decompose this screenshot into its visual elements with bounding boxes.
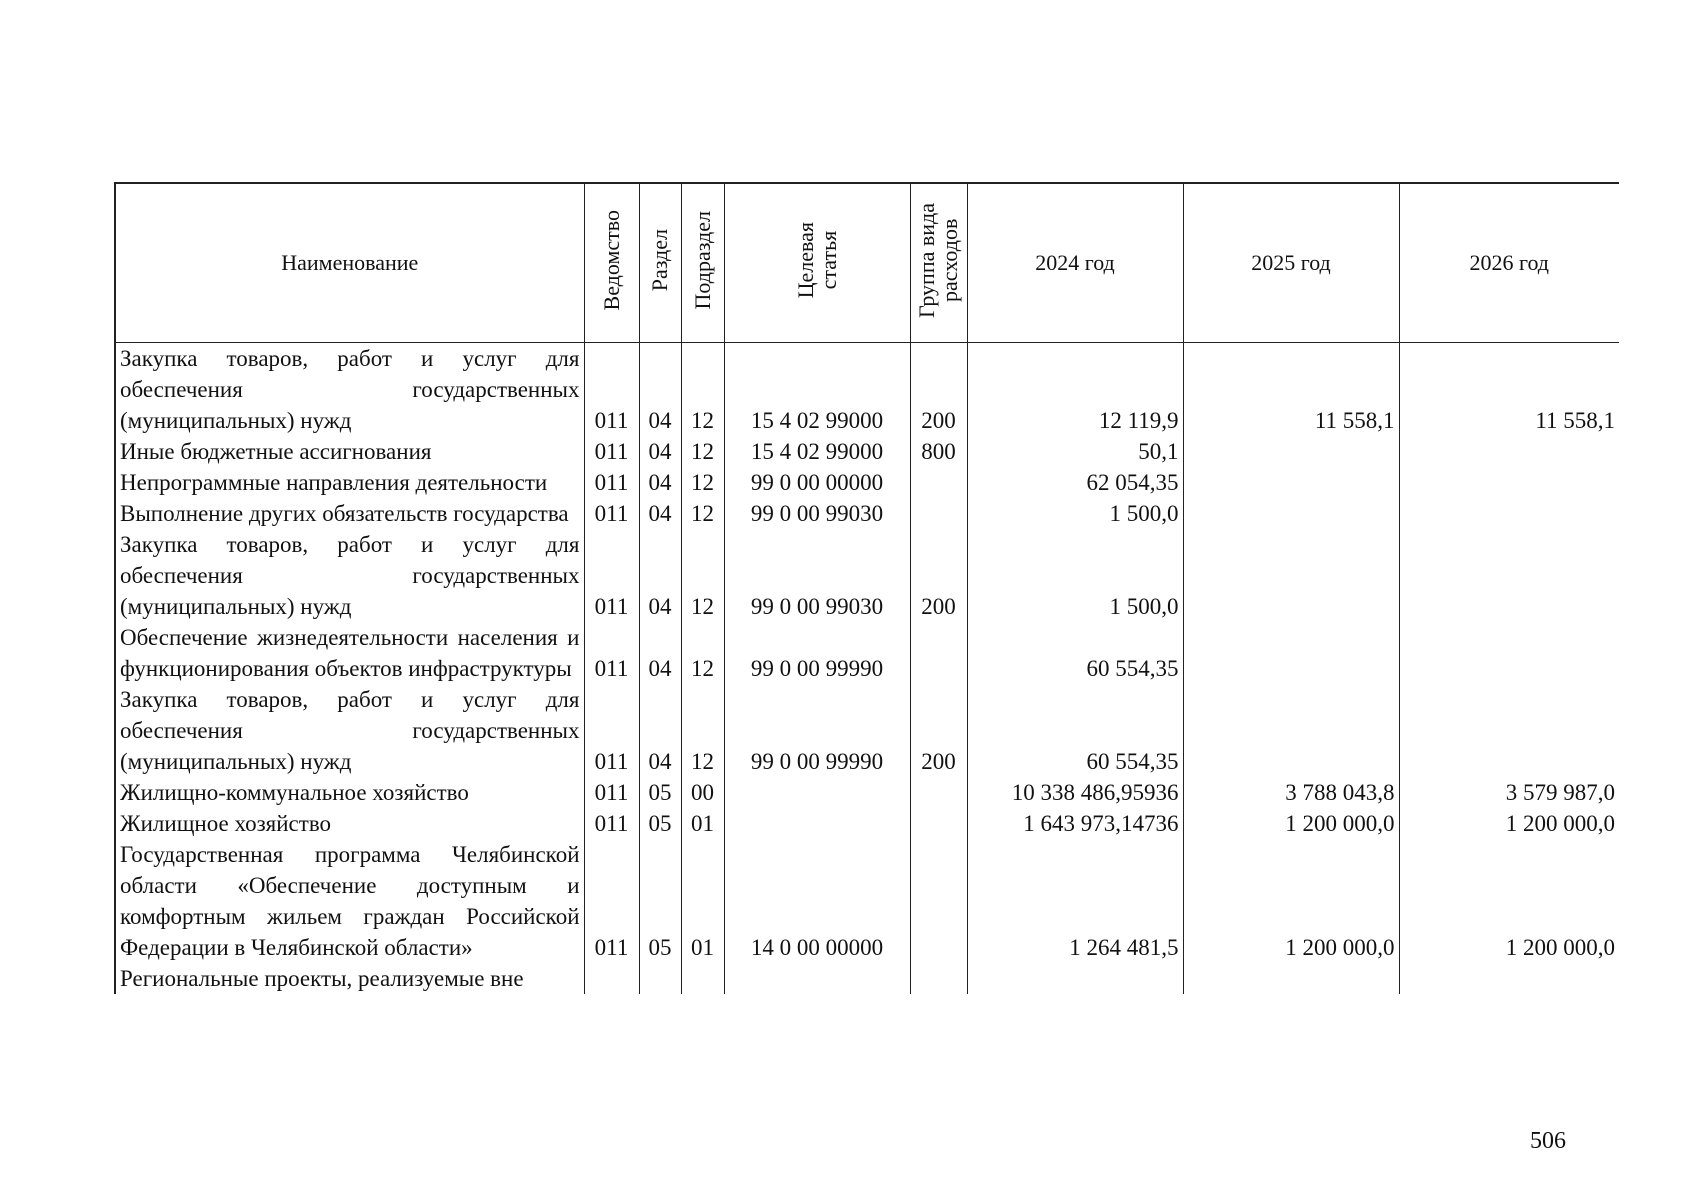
table-row (115, 808, 1619, 839)
cell-name: Государственная программа Челябинской области «Обеспечение доступным и комфортным жильем граждан Российской Федерации в Челябинской области» (115, 839, 584, 963)
cell-razdel: 04 (639, 529, 681, 622)
table-row (115, 436, 1619, 467)
budget-table-container (114, 182, 1619, 1108)
cell-2025: 3 788 043,8 (1183, 777, 1399, 808)
cell-celevaya-statya: 99 0 00 99030 (724, 498, 910, 529)
cell-razdel: 04 (639, 684, 681, 777)
cell-2025: 1 200 000,0 (1183, 808, 1399, 839)
cell-razdel (639, 963, 681, 994)
cell-vid-rashodov (910, 467, 967, 498)
cell-name: Жилищное хозяйство (115, 808, 584, 839)
cell-vedomstvo (584, 963, 639, 994)
cell-celevaya-statya: 99 0 00 99030 (724, 529, 910, 622)
cell-2025: 1 200 000,0 (1183, 839, 1399, 963)
table-row (115, 777, 1619, 808)
cell-celevaya-statya: 15 4 02 99000 (724, 436, 910, 467)
cell-2026: 1 200 000,0 (1399, 839, 1619, 963)
header-year-2026: 2026 год (1399, 183, 1619, 343)
cell-vid-rashodov: 800 (910, 436, 967, 467)
cell-2026 (1399, 684, 1619, 777)
cell-podrazdel: 12 (681, 498, 724, 529)
cell-vedomstvo: 011 (584, 622, 639, 684)
cell-vedomstvo: 011 (584, 839, 639, 963)
cell-celevaya-statya (724, 777, 910, 808)
table-row (115, 467, 1619, 498)
cell-podrazdel: 00 (681, 777, 724, 808)
cell-vid-rashodov: 200 (910, 529, 967, 622)
cell-name: Выполнение других обязательств государства (115, 498, 584, 529)
cell-name: Иные бюджетные ассигнования (115, 436, 584, 467)
cell-2024: 12 119,9 (967, 343, 1183, 437)
cell-2025 (1183, 436, 1399, 467)
cell-vid-rashodov (910, 622, 967, 684)
cell-celevaya-statya: 99 0 00 99990 (724, 622, 910, 684)
cell-vedomstvo: 011 (584, 467, 639, 498)
cell-2026 (1399, 529, 1619, 622)
cell-2026 (1399, 498, 1619, 529)
table-header-row (115, 183, 1619, 343)
cell-vedomstvo: 011 (584, 343, 639, 437)
cell-razdel: 05 (639, 808, 681, 839)
header-podrazdel: Подраздел (681, 183, 724, 343)
cell-2024 (967, 963, 1183, 994)
header-name: Наименование (115, 183, 584, 343)
cell-2025 (1183, 963, 1399, 994)
cell-podrazdel (681, 963, 724, 994)
cell-2026 (1399, 436, 1619, 467)
cell-razdel: 05 (639, 839, 681, 963)
cell-podrazdel: 12 (681, 684, 724, 777)
cell-2024: 1 643 973,14736 (967, 808, 1183, 839)
cell-2026 (1399, 467, 1619, 498)
cell-2025 (1183, 684, 1399, 777)
cell-podrazdel: 01 (681, 808, 724, 839)
cell-2026: 11 558,1 (1399, 343, 1619, 437)
cell-celevaya-statya (724, 808, 910, 839)
cell-2024: 1 500,0 (967, 498, 1183, 529)
cell-2025: 11 558,1 (1183, 343, 1399, 437)
cell-name: Жилищно-коммунальное хозяйство (115, 777, 584, 808)
cell-2026 (1399, 963, 1619, 994)
cell-2024: 1 264 481,5 (967, 839, 1183, 963)
cell-celevaya-statya: 14 0 00 00000 (724, 839, 910, 963)
cell-razdel: 04 (639, 622, 681, 684)
cell-vid-rashodov (910, 777, 967, 808)
cell-podrazdel: 12 (681, 529, 724, 622)
cell-razdel: 04 (639, 436, 681, 467)
cell-vedomstvo: 011 (584, 498, 639, 529)
cell-razdel: 04 (639, 498, 681, 529)
cell-celevaya-statya (724, 963, 910, 994)
cell-2024: 60 554,35 (967, 622, 1183, 684)
cell-2025 (1183, 498, 1399, 529)
header-year-2025: 2025 год (1183, 183, 1399, 343)
header-razdel: Раздел (639, 183, 681, 343)
cell-vid-rashodov (910, 808, 967, 839)
cell-celevaya-statya: 99 0 00 99990 (724, 684, 910, 777)
header-gruppa-vida-rashodov: Группа вида расходов (910, 183, 967, 343)
header-celevaya-statya: Целевая статья (724, 183, 910, 343)
cell-2024: 10 338 486,95936 (967, 777, 1183, 808)
table-body (115, 343, 1619, 995)
table-row (115, 622, 1619, 684)
cell-2025 (1183, 467, 1399, 498)
header-vedomstvo: Ведомство (584, 183, 639, 343)
cell-vedomstvo: 011 (584, 684, 639, 777)
page-number: 506 (1530, 1128, 1566, 1154)
table-row (115, 498, 1619, 529)
cell-vid-rashodov (910, 839, 967, 963)
cell-name: Обеспечение жизнедеятельности населения и функционирования объектов инфраструктуры (115, 622, 584, 684)
cell-vid-rashodov: 200 (910, 343, 967, 437)
cell-vedomstvo: 011 (584, 436, 639, 467)
table-row (115, 343, 1619, 437)
cell-2025 (1183, 529, 1399, 622)
cell-vid-rashodov: 200 (910, 684, 967, 777)
cell-vedomstvo: 011 (584, 808, 639, 839)
cell-2026: 1 200 000,0 (1399, 808, 1619, 839)
cell-2024: 62 054,35 (967, 467, 1183, 498)
cell-name: Непрограммные направления деятельности (115, 467, 584, 498)
cell-vedomstvo: 011 (584, 777, 639, 808)
cell-2025 (1183, 622, 1399, 684)
cell-razdel: 04 (639, 467, 681, 498)
cell-name: Региональные проекты, реализуемые вне (115, 963, 584, 994)
header-year-2024: 2024 год (967, 183, 1183, 343)
cell-razdel: 05 (639, 777, 681, 808)
cell-name: Закупка товаров, работ и услуг для обеспечения государственных (муниципальных) нужд (115, 529, 584, 622)
cell-name: Закупка товаров, работ и услуг для обеспечения государственных (муниципальных) нужд (115, 684, 584, 777)
table-row (115, 684, 1619, 777)
cell-vid-rashodov (910, 963, 967, 994)
cell-podrazdel: 12 (681, 343, 724, 437)
cell-2024: 1 500,0 (967, 529, 1183, 622)
cell-podrazdel: 12 (681, 467, 724, 498)
cell-vid-rashodov (910, 498, 967, 529)
table-row (115, 529, 1619, 622)
cell-podrazdel: 01 (681, 839, 724, 963)
budget-table (114, 182, 1619, 994)
cell-vedomstvo: 011 (584, 529, 639, 622)
cell-celevaya-statya: 99 0 00 00000 (724, 467, 910, 498)
cell-razdel: 04 (639, 343, 681, 437)
table-row (115, 963, 1619, 994)
cell-2024: 50,1 (967, 436, 1183, 467)
table-row (115, 839, 1619, 963)
cell-podrazdel: 12 (681, 622, 724, 684)
cell-2024: 60 554,35 (967, 684, 1183, 777)
cell-podrazdel: 12 (681, 436, 724, 467)
cell-name: Закупка товаров, работ и услуг для обеспечения государственных (муниципальных) нужд (115, 343, 584, 437)
cell-2026 (1399, 622, 1619, 684)
cell-celevaya-statya: 15 4 02 99000 (724, 343, 910, 437)
cell-2026: 3 579 987,0 (1399, 777, 1619, 808)
